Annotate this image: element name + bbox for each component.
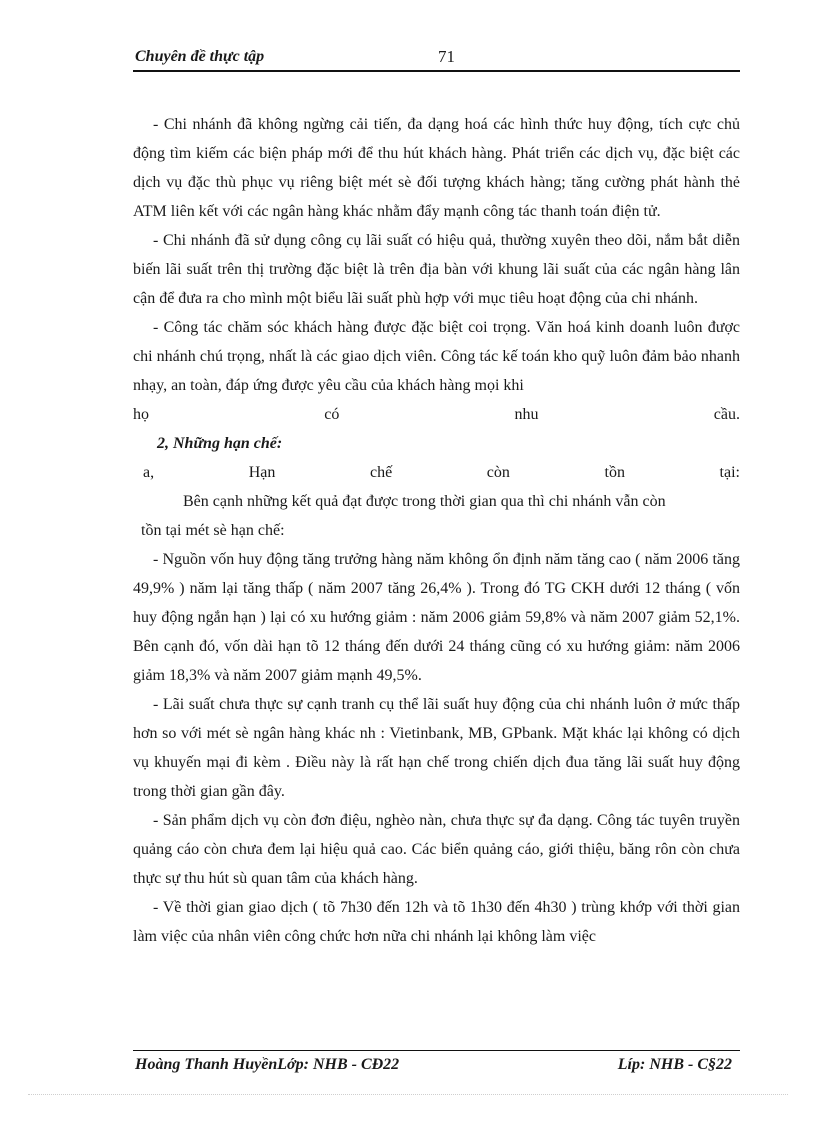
list-item: - Sản phẩm dịch vụ còn đơn điệu, nghèo nàn, chưa thực sự đa dạng. Công tác tuyên truyền quảng cáo còn chưa đem lại hiệu quả cao. Các biển quảng cáo, giới thiệu, băng rôn còn chưa thực sự thu hút sù quan tâm của khách hàng. xyxy=(133,812,740,887)
paragraph-2: - Chi nhánh đã sử dụng công cụ lãi suất có hiệu quả, thường xuyên theo dõi, nắm bắt diễn biến lãi suất trên thị trường đặc biệt là trên địa bàn với khung lãi suất của các ngân hàng lân cận để đưa ra cho mình một biểu lãi suất phù hợp với mục tiêu hoạt động của chi nhánh. xyxy=(133,232,740,307)
list-item: - Về thời gian giao dịch ( tõ 7h30 đến 12h và tõ 1h30 đến 4h30 ) trùng khớp với thời gian làm việc của nhân viên công chức hơn nữa chi nhánh lại không làm việc xyxy=(133,899,740,945)
page-header xyxy=(133,46,740,72)
page-footer xyxy=(133,1050,740,1080)
page-number: 71 xyxy=(438,47,455,66)
footer-author: Hoàng Thanh HuyềnLớp: NHB - CĐ22 xyxy=(135,1056,400,1073)
list-item: - Nguồn vốn huy động tăng trưởng hàng năm không ổn định năm tăng cao ( năm 2006 tăng 49,9% ) năm lại tăng thấp ( năm 2007 tăng 26,4% ). Trong đó TG CKH dưới 12 tháng ( vốn huy động ngắn hạn ) lại có xu hướng giảm : năm 2006 giảm 59,8% và năm 2007 giảm 52,1%. Bên cạnh đó, vốn dài hạn tõ 12 tháng đến dưới 24 tháng cũng có xu hướng giảm: năm 2006 giảm 18,3% và năm 2007 giảm mạnh 49,5%. xyxy=(133,551,740,684)
list-item: - Lãi suất chưa thực sự cạnh tranh cụ thể lãi suất huy động của chi nhánh luôn ở mức thấp hơn so với mét sè ngân hàng khác nh : Vietinbank, MB, GPbank. Mặt khác lại không có dịch vụ khuyến mại đi kèm . Điều này là rất hạn chế trong chiến dịch đua tăng lãi suất huy động trong thời gian gần đây. xyxy=(133,696,740,800)
footer-class: Líp: NHB - C§22 xyxy=(617,1056,732,1073)
sub-heading: a, Hạn chế còn tồn tại: xyxy=(143,464,740,481)
document-body xyxy=(133,110,740,951)
paragraph-3-tail: họ có nhu cầu. xyxy=(133,406,740,423)
document-title: Chuyên đề thực tập xyxy=(135,48,265,65)
page-bottom-divider xyxy=(28,1094,788,1095)
section-intro-cont: tồn tại mét sè hạn chế: xyxy=(141,522,285,539)
paragraph-3: - Công tác chăm sóc khách hàng được đặc biệt coi trọng. Văn hoá kinh doanh luôn được chi nhánh chú trọng, nhất là các giao dịch viên. Công tác kế toán kho quỹ luôn đảm bảo nhanh nhạy, an toàn, đáp ứng được yêu cầu của khách hàng mọi khi xyxy=(133,319,740,394)
section-intro: Bên cạnh những kết quả đạt được trong thời gian qua thì chi nhánh vẫn còn xyxy=(183,493,666,510)
paragraph-1: - Chi nhánh đã không ngừng cải tiến, đa dạng hoá các hình thức huy động, tích cực chủ động tìm kiếm các biện pháp mới để thu hút khách hàng. Phát triển các dịch vụ, đặc biệt các dịch vụ đặc thù phục vụ riêng biệt mét sè đối tượng khách hàng; tăng cường phát hành thẻ ATM liên kết với các ngân hàng khác nhằm đẩy mạnh công tác thanh toán điện tử. xyxy=(133,116,740,220)
section-heading: 2, Những hạn chế: xyxy=(157,435,283,452)
